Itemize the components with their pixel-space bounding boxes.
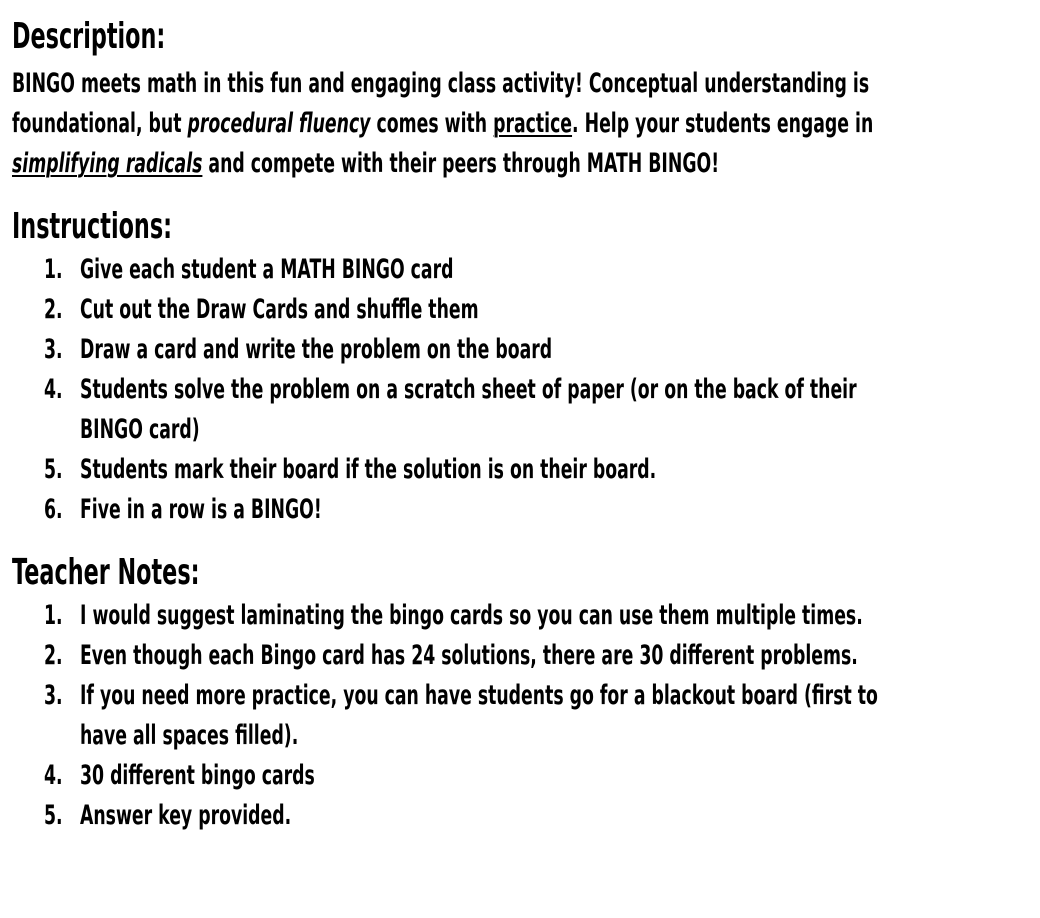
description-line-3-end: and compete with their peers through MATH BINGO! [202,148,720,179]
list-item-text-continued: have all spaces filled). [80,720,299,751]
list-item [12,636,1032,676]
list-item-text-continued: BINGO card) [80,414,200,445]
list-number: 2. [44,294,63,325]
teacher-notes-list [12,596,1032,836]
list-item-text: Draw a card and write the problem on the board [80,334,553,365]
list-item [12,450,1032,490]
list-item-text: Even though each Bingo card has 24 solutions, there are 30 different problems. [80,640,858,671]
list-item-text: Give each student a MATH BINGO card [80,254,454,285]
list-item-text: I would suggest laminating the bingo cards so you can use them multiple times. [80,600,863,631]
list-item [12,676,1032,756]
list-item-text: If you need more practice, you can have students go for a blackout board (first to [80,680,878,711]
list-number: 2. [44,640,63,671]
instructions-section [12,204,1032,530]
teacher-notes-section [12,550,1032,836]
document-page [12,14,1032,836]
description-section [12,14,1032,184]
procedural-fluency-emphasis: procedural fluency [187,108,371,139]
teacher-notes-heading: Teacher Notes: [12,552,200,593]
list-item [12,796,1032,836]
list-number: 5. [44,454,63,485]
list-item [12,490,1032,530]
description-line-2-start: foundational, but [12,108,188,139]
list-number: 4. [44,374,63,405]
list-item [12,756,1032,796]
instructions-heading: Instructions: [12,206,173,247]
list-number: 3. [44,680,63,711]
description-heading: Description: [12,16,166,57]
description-line-2-end: . Help your students engage in [572,108,874,139]
description-body [12,64,1032,184]
list-number: 6. [44,494,63,525]
description-line-2 [12,104,874,144]
list-item-text: Five in a row is a BINGO! [80,494,322,525]
simplifying-radicals-emphasis: simplifying radicals [12,148,203,179]
description-line-2-middle: comes with [370,108,494,139]
list-number: 5. [44,800,63,831]
list-item [12,370,1032,450]
list-item-text: Answer key provided. [80,800,292,831]
description-line-3 [12,144,720,184]
list-item-text: Students solve the problem on a scratch sheet of paper (or on the back of their [80,374,857,405]
list-item-text: Students mark their board if the solution is on their board. [80,454,657,485]
list-item-text: Cut out the Draw Cards and shuffle them [80,294,479,325]
practice-underline: practice [493,108,573,139]
list-number: 3. [44,334,63,365]
list-number: 4. [44,760,63,791]
list-item [12,330,1032,370]
list-item [12,596,1032,636]
list-number: 1. [44,600,63,631]
description-line-1: BINGO meets math in this fun and engaging class activity! Conceptual understanding is [12,68,870,99]
instructions-list [12,250,1032,530]
list-item [12,250,1032,290]
list-item [12,290,1032,330]
list-item-text: 30 different bingo cards [80,760,315,791]
list-number: 1. [44,254,63,285]
